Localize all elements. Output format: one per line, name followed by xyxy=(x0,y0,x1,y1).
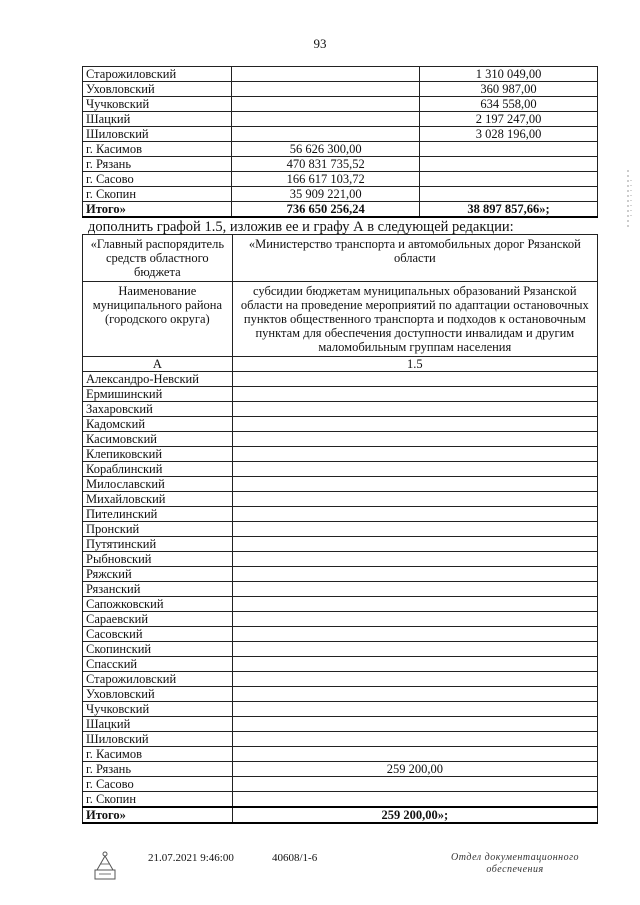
district-name-cell: г. Скопин xyxy=(83,187,232,202)
column-2-value-cell xyxy=(232,82,420,97)
table-row xyxy=(83,67,598,82)
district-name-cell: Захаровский xyxy=(83,402,233,417)
subsidy-value-cell xyxy=(232,642,597,657)
table-row xyxy=(83,172,598,187)
total-value-cell: 259 200,00»; xyxy=(232,807,597,823)
district-name-cell: Чучковский xyxy=(83,97,232,112)
column-3-value-cell: 360 987,00 xyxy=(420,82,598,97)
page-number: 93 xyxy=(313,36,327,51)
total-label-cell: Итого» xyxy=(83,202,232,218)
column-3-value-cell: 3 028 196,00 xyxy=(420,127,598,142)
district-name-cell: Сараевский xyxy=(83,612,233,627)
table-row xyxy=(83,112,598,127)
district-name-cell: г. Сасово xyxy=(83,777,233,792)
district-name-cell: Шиловский xyxy=(83,127,232,142)
district-name-cell: Милославский xyxy=(83,477,233,492)
table-row xyxy=(83,792,598,808)
district-name-cell: Шацкий xyxy=(83,112,232,127)
table-row xyxy=(83,82,598,97)
subsidy-value-cell xyxy=(232,672,597,687)
district-name-cell: Сапожковский xyxy=(83,597,233,612)
subsidy-value-cell xyxy=(232,792,597,808)
district-name-cell: Ермишинский xyxy=(83,387,233,402)
district-name-cell: г. Сасово xyxy=(83,172,232,187)
subsidy-value-cell xyxy=(232,432,597,447)
table-row xyxy=(83,747,598,762)
district-name-cell: Спасский xyxy=(83,657,233,672)
table-row xyxy=(83,612,598,627)
subsidy-value-cell xyxy=(232,702,597,717)
column-3-value-cell: 634 558,00 xyxy=(420,97,598,112)
footer-datetime: 21.07.2021 9:46:00 xyxy=(148,852,234,864)
coat-of-arms-icon xyxy=(92,848,118,882)
table-row xyxy=(83,447,598,462)
column-2-value-cell xyxy=(232,127,420,142)
subsidy-value-cell xyxy=(232,777,597,792)
table-row xyxy=(83,142,598,157)
subsidy-value-cell xyxy=(232,522,597,537)
table-row xyxy=(83,402,598,417)
district-name-cell: г. Касимов xyxy=(83,747,233,762)
header-subsidy-description: субсидии бюджетам муниципальных образований Рязанской области на проведение мероприятий по адаптации остановочных пунктов общественного транспорта и подходов к остановочным пунктам для обеспечения доступности инвалидам и другим маломобильным группам населения xyxy=(232,282,597,357)
table-row xyxy=(83,657,598,672)
footer-department-stamp xyxy=(440,852,590,876)
scan-edge-marks xyxy=(626,170,636,230)
subsidy-value-cell xyxy=(232,567,597,582)
table-row xyxy=(83,552,598,567)
district-name-cell: Кораблинский xyxy=(83,462,233,477)
district-name-cell: Ряжский xyxy=(83,567,233,582)
table-row xyxy=(83,762,598,777)
district-name-cell: Михайловский xyxy=(83,492,233,507)
subsidy-value-cell xyxy=(232,507,597,522)
district-name-cell: Уховловский xyxy=(83,687,233,702)
district-name-cell: г. Касимов xyxy=(83,142,232,157)
table-row xyxy=(83,537,598,552)
table-row xyxy=(83,687,598,702)
subsidy-value-cell xyxy=(232,417,597,432)
table-row xyxy=(83,417,598,432)
table-row xyxy=(83,627,598,642)
district-name-cell: Рязанский xyxy=(83,582,233,597)
subsidy-value-cell xyxy=(232,732,597,747)
subsidy-value-cell xyxy=(232,372,597,387)
district-name-cell: Путятинский xyxy=(83,537,233,552)
header-ministry-name: «Министерство транспорта и автомобильных дорог Рязанской области xyxy=(232,235,597,282)
subsidy-value-cell xyxy=(232,477,597,492)
subsidy-value-cell xyxy=(232,582,597,597)
table-row xyxy=(83,387,598,402)
subsidy-value-cell xyxy=(232,402,597,417)
district-name-cell: Шиловский xyxy=(83,732,233,747)
table-row xyxy=(83,157,598,172)
district-name-cell: Скопинский xyxy=(83,642,233,657)
column-3-value-cell xyxy=(420,157,598,172)
column-3-value-cell xyxy=(420,187,598,202)
table-row xyxy=(83,702,598,717)
column-labels-row xyxy=(83,357,598,372)
table-row xyxy=(83,597,598,612)
header-district-label: Наименование муниципального района (городского округа) xyxy=(83,282,233,357)
table-row xyxy=(83,567,598,582)
table-row xyxy=(83,372,598,387)
district-name-cell: Рыбновский xyxy=(83,552,233,567)
table-row xyxy=(83,477,598,492)
subsidy-value-cell xyxy=(232,552,597,567)
table-row xyxy=(83,97,598,112)
subsidy-value-cell: 259 200,00 xyxy=(232,762,597,777)
district-name-cell: Чучковский xyxy=(83,702,233,717)
total-row xyxy=(83,807,598,823)
table-row xyxy=(83,642,598,657)
column-2-value-cell: 56 626 300,00 xyxy=(232,142,420,157)
subsidy-value-cell xyxy=(232,657,597,672)
subsidy-value-cell xyxy=(232,612,597,627)
district-name-cell: Кадомский xyxy=(83,417,233,432)
district-name-cell: Сасовский xyxy=(83,627,233,642)
column-label-a: А xyxy=(83,357,233,372)
district-name-cell: Клепиковский xyxy=(83,447,233,462)
table-row xyxy=(83,522,598,537)
table-row xyxy=(83,432,598,447)
table-row xyxy=(83,507,598,522)
subsidy-value-cell xyxy=(232,597,597,612)
total-value-cell: 736 650 256,24 xyxy=(232,202,420,218)
footer-doc-number: 40608/1-6 xyxy=(272,852,318,864)
column-2-value-cell: 166 617 103,72 xyxy=(232,172,420,187)
district-name-cell: г. Скопин xyxy=(83,792,233,808)
district-name-cell: Шацкий xyxy=(83,717,233,732)
district-name-cell: г. Рязань xyxy=(83,762,233,777)
header-budget-manager-label: «Главный распорядитель средств областного бюджета xyxy=(83,235,233,282)
amendment-instruction: дополнить графой 1.5, изложив ее и графу А в следующей редакции: xyxy=(88,219,514,235)
header-row-2 xyxy=(83,282,598,357)
subsidy-value-cell xyxy=(232,747,597,762)
district-name-cell: Пителинский xyxy=(83,507,233,522)
district-name-cell: Уховловский xyxy=(83,82,232,97)
subsidy-value-cell xyxy=(232,627,597,642)
column-2-value-cell xyxy=(232,112,420,127)
district-name-cell: г. Рязань xyxy=(83,157,232,172)
subsidy-value-cell xyxy=(232,687,597,702)
table-row xyxy=(83,717,598,732)
subsidy-value-cell xyxy=(232,537,597,552)
table-row xyxy=(83,672,598,687)
table-row xyxy=(83,462,598,477)
column-2-value-cell xyxy=(232,97,420,112)
district-name-cell: Александро-Невский xyxy=(83,372,233,387)
subsidy-value-cell xyxy=(232,387,597,402)
column-3-value-cell: 1 310 049,00 xyxy=(420,67,598,82)
table-row xyxy=(83,187,598,202)
subsidy-value-cell xyxy=(232,447,597,462)
column-3-value-cell xyxy=(420,172,598,187)
department-line-2: обеспечения xyxy=(486,864,544,875)
district-name-cell: Старожиловский xyxy=(83,67,232,82)
column-3-value-cell: 2 197 247,00 xyxy=(420,112,598,127)
budget-table-top xyxy=(82,66,598,218)
subsidy-value-cell xyxy=(232,462,597,477)
table-row xyxy=(83,582,598,597)
budget-table-bottom xyxy=(82,234,598,824)
subsidy-value-cell xyxy=(232,717,597,732)
total-row xyxy=(83,202,598,218)
subsidy-value-cell xyxy=(232,492,597,507)
column-2-value-cell: 35 909 221,00 xyxy=(232,187,420,202)
column-2-value-cell xyxy=(232,67,420,82)
department-line-1: Отдел документационного xyxy=(450,852,580,863)
table-row xyxy=(83,732,598,747)
column-3-value-cell xyxy=(420,142,598,157)
table-row xyxy=(83,127,598,142)
table-row xyxy=(83,777,598,792)
column-label-1-5: 1.5 xyxy=(232,357,597,372)
district-name-cell: Пронский xyxy=(83,522,233,537)
table-row xyxy=(83,492,598,507)
column-2-value-cell: 470 831 735,52 xyxy=(232,157,420,172)
total-value-cell: 38 897 857,66»; xyxy=(420,202,598,218)
district-name-cell: Касимовский xyxy=(83,432,233,447)
district-name-cell: Старожиловский xyxy=(83,672,233,687)
total-label-cell: Итого» xyxy=(83,807,233,823)
header-row-1 xyxy=(83,235,598,282)
